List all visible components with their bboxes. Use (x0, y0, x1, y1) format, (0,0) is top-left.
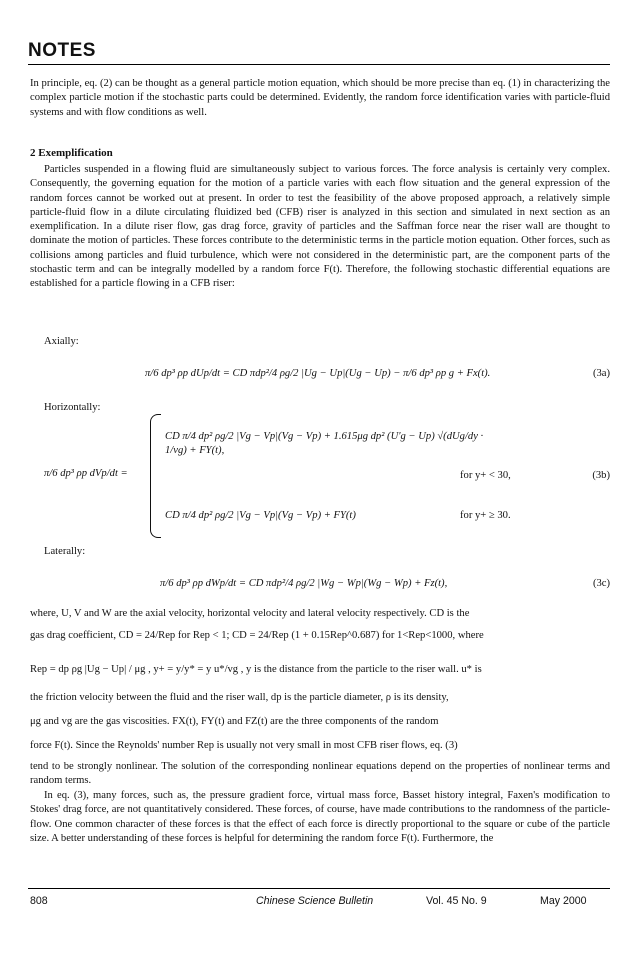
text-gas-viscosities: μg and vg are the gas viscosities. FX(t), FY(t) and FZ(t) are the three components of the random (30, 716, 439, 727)
paragraph-exemplification: Particles suspended in a flowing fluid are simultaneously subject to various forces. The force analysis is certainly very complex. Consequently, the governing equation for the motion of a particle varies with each flow situation and the general expression of the random forces cannot be worked out at present. In order to test the feasibility of the above proposed approach, a relatively simple particle-fluid flow in a dilute circulating fluidized bed (CFB) riser is analyzed in this section and simulated in next section as an exemplification. In a dilute riser flow, gas drag force, gravity of particles and the Saffman force near the riser wall are thought to dominate the motion of particles. These forces contribute to the deterministic terms in the particle motion equation. Other forces, such as collisions among particles and fluid turbulence, which were not considered in the deterministic part, are the component parts of the stochastic term and can be integrally modelled by a random force F(t). Therefore, the following stochastic differential equations are established for a particle flowing in a CFB riser: (30, 164, 610, 290)
section-title: 2 Exemplification (30, 147, 113, 159)
paragraph-other-forces: In eq. (3), many forces, such as, the pressure gradient force, virtual mass force, Basset history integral, Faxen's modification to Stokes' drag force, are not quantitatively considered. These forces, of course, have made contributions to the randomness of the particle-flow. One common character of these forces is that the effect of each force is directly proportional to the square or cube of the particle size. A better understanding of these forces is helpful for determining the random force F(t). Furthermore, the (30, 790, 610, 844)
label-laterally: Laterally: (44, 546, 86, 557)
equation-3c: π/6 dp³ ρp dWp/dt = CD πdp²/4 ρg/2 |Wg − Wp|(Wg − Wp) + Fz(t), (160, 578, 448, 589)
equation-3b-case1: CD π/4 dp² ρg/2 |Vg − Vp|(Vg − Vp) + 1.615μg dp² (U'g − Up) √(dUg/dy · 1/vg) + FY(t), (165, 431, 484, 456)
text-drag-coefficient: gas drag coefficient, CD = 24/Rep for Rep < 1; CD = 24/Rep (1 + 0.15Rep^0.687) for 1<Rep<1000, where (30, 630, 484, 641)
footer-page-number: 808 (30, 895, 48, 907)
footer-date: May 2000 (540, 895, 587, 907)
equation-brace (150, 414, 161, 538)
equation-3b-number: (3b) (592, 470, 610, 481)
equation-3a-number: (3a) (592, 368, 610, 379)
equation-3b-case2: CD π/4 dp² ρg/2 |Vg − Vp|(Vg − Vp) + FY(t) (165, 510, 356, 521)
footer-journal: Chinese Science Bulletin (256, 895, 374, 907)
equation-3a: π/6 dp³ ρp dUp/dt = CD πdp²/4 ρg/2 |Ug − Up|(Ug − Up) − π/6 dp³ ρp g + Fx(t). (145, 368, 491, 379)
header-rule (28, 64, 610, 65)
text-random-force: force F(t). Since the Reynolds' number Rep is usually not very small in most CFB riser flows, eq. (3) (30, 740, 458, 751)
label-horizontally: Horizontally: (44, 402, 101, 413)
equation-3b-lhs: π/6 dp³ ρp dVp/dt = (44, 468, 128, 479)
equation-3b-cond1: for y+ < 30, (460, 470, 511, 481)
footer-rule (28, 888, 610, 889)
label-axially: Axially: (44, 336, 79, 347)
paragraph-intro: In principle, eq. (2) can be thought as a general particle motion equation, which should be more precise than eq. (1) in characterizing the complex particle motion if the stochastic parts could be determined. Evidently, the random force identification varies with particle-fluid systems and with flow conditions as well. (30, 78, 610, 118)
text-nonlinear: tend to be strongly nonlinear. The solution of the corresponding nonlinear equations depend on the properties of nonlinear terms and random terms. (30, 761, 610, 787)
text-reynolds-definition: Rep = dp ρg |Ug − Up| / μg , y+ = y/y* = y u*/vg , y is the distance from the particle to the riser wall. u* is (30, 664, 482, 675)
text-where-velocities: where, U, V and W are the axial velocity, horizontal velocity and lateral velocity respectively. CD is the (30, 608, 470, 619)
text-friction-velocity: the friction velocity between the fluid and the riser wall, dp is the particle diameter, ρ is its density, (30, 692, 449, 703)
page-header: NOTES (28, 40, 96, 61)
equation-3b-cond2: for y+ ≥ 30. (460, 510, 511, 521)
footer-volume: Vol. 45 No. 9 (426, 895, 487, 907)
equation-3c-number: (3c) (592, 578, 610, 589)
